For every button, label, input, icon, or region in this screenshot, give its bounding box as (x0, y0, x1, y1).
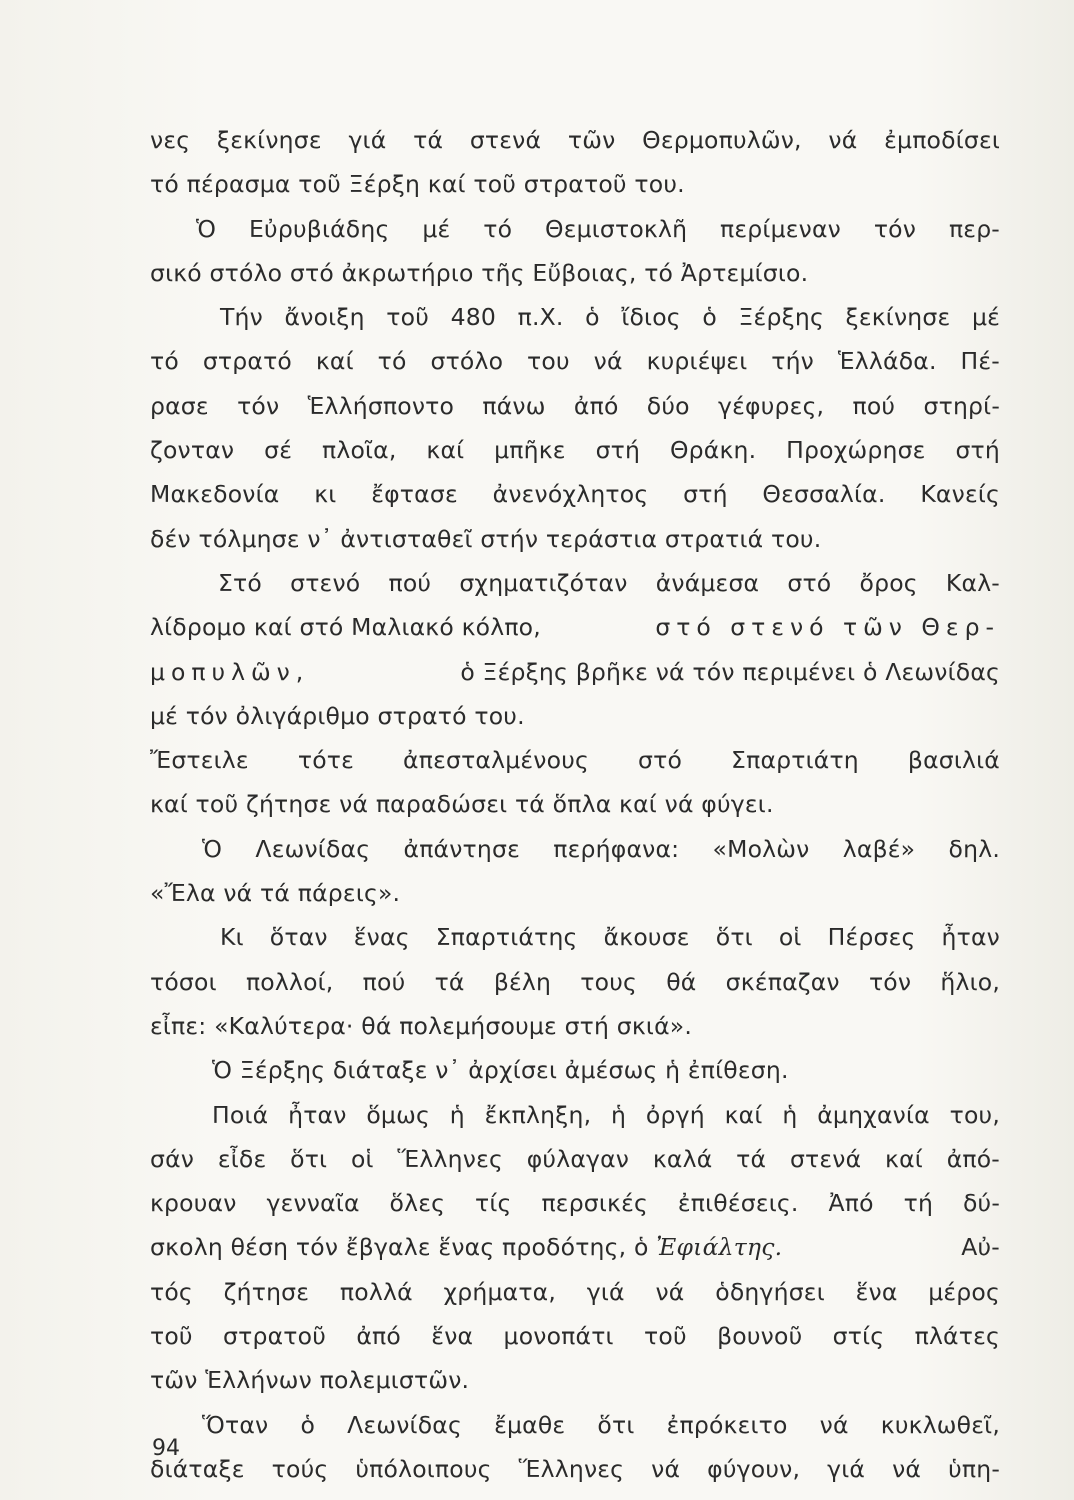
paragraph-line: Ὁ Εὐρυβιάδης μέ τό Θεμιστοκλῆ περίμεναν τόν περ- (196, 214, 1000, 243)
text-line: σικό στόλο στό ἀκρωτήριο τῆς Εὔβοιας, τό Ἀρτεμίσιο. (150, 258, 809, 287)
paragraph-line: Τήν ἄνοιξη τοῦ 480 π.Χ. ὁ ἴδιος ὁ Ξέρξης ξεκίνησε μέ (220, 303, 1000, 332)
text-span (150, 1225, 782, 1269)
text-line: μέ τόν ὀλιγάριθμο στρατό του. (150, 701, 525, 730)
text-span: ὁ Ξέρξης βρῆκε νά τόν περιμένει ὁ Λεωνίδας (460, 657, 1000, 686)
text-line: τῶν Ἑλλήνων πολεμιστῶν. (150, 1366, 470, 1395)
text-line: τοῦ στρατοῦ ἀπό ἕνα μονοπάτι τοῦ βουνοῦ στίς πλάτες (150, 1322, 1000, 1351)
text-line: τό στρατό καί τό στόλο του νά κυριέψει τήν Ἑλλάδα. Πέ- (150, 347, 1000, 376)
text-line: τός ζήτησε πολλά χρήματα, γιά νά ὁδηγήσει ἕνα μέρος (150, 1277, 1000, 1306)
text-line: Ἔστειλε τότε ἀπεσταλμένους στό Σπαρτιάτη βασιλιά (150, 746, 1000, 775)
spaced-text-span: μοπυλῶν, (150, 657, 310, 686)
text-line: εἶπε: «Καλύτερα· θά πολεμήσουμε στή σκιά». (150, 1011, 693, 1040)
paragraph-line: Ὁ Ξέρξης διάταξε ν᾿ ἀρχίσει ἀμέσως ἡ ἐπίθεση. (212, 1056, 789, 1085)
text-line: νες ξεκίνησε γιά τά στενά τῶν Θερμοπυλῶν, νά ἐμποδίσει (150, 126, 1000, 154)
text-span: σκολη θέση τόν ἔβγαλε ἕνας προδότης, ὁ (150, 1233, 649, 1262)
text-line (150, 1225, 1000, 1269)
text-line: κρουαν γενναῖα ὅλες τίς περσικές ἐπιθέσεις. Ἀπό τή δύ- (150, 1189, 1000, 1218)
text-line: καί τοῦ ζήτησε νά παραδώσει τά ὅπλα καί νά φύγει. (150, 790, 774, 819)
body-text (150, 118, 1000, 1491)
text-line: σάν εἶδε ὅτι οἱ Ἕλληνες φύλαγαν καλά τά στενά καί ἀπό- (150, 1144, 1000, 1173)
page-number: 94 (152, 1436, 180, 1461)
text-line: τόσοι πολλοί, πού τά βέλη τους θά σκέπαζαν τόν ἥλιο, (150, 967, 1000, 996)
spaced-text-span: στό στενό τῶν Θερ- (655, 613, 1000, 642)
text-line: τό πέρασμα τοῦ Ξέρξη καί τοῦ στρατοῦ του. (150, 170, 685, 199)
text-span: Αὐ- (961, 1233, 1000, 1262)
paragraph-line: Ὁ Λεωνίδας ἀπάντησε περήφανα: «Μολὼν λαβέ» δηλ. (202, 834, 1000, 863)
italic-name: Ἐφιάλτης. (656, 1233, 783, 1262)
text-line: ρασε τόν Ἑλλήσποντο πάνω ἀπό δύο γέφυρες, πού στηρί- (150, 391, 1000, 420)
paragraph-line: Κι ὅταν ἕνας Σπαρτιάτης ἄκουσε ὅτι οἱ Πέρσες ἦταν (220, 923, 1000, 952)
text-span: λίδρομο καί στό Μαλιακό κόλπο, (150, 613, 541, 642)
text-line: «Ἔλα νά τά πάρεις». (150, 879, 401, 908)
paragraph-line: Στό στενό πού σχηματιζόταν ἀνάμεσα στό ὄρος Καλ- (218, 568, 1000, 597)
text-line: διάταξε τούς ὑπόλοιπους Ἕλληνες νά φύγουν, γιά νά ὑπη- (150, 1454, 1000, 1483)
paragraph-line: Ὅταν ὁ Λεωνίδας ἔμαθε ὅτι ἐπρόκειτο νά κυκλωθεῖ, (202, 1410, 1000, 1439)
paragraph-line: Ποιά ἦταν ὅμως ἡ ἔκπληξη, ἡ ὀργή καί ἡ ἀμηχανία του, (212, 1100, 1000, 1129)
text-line (150, 605, 1000, 649)
text-line: Μακεδονία κι ἔφτασε ἀνενόχλητος στή Θεσσαλία. Κανείς (150, 480, 1000, 509)
text-line: δέν τόλμησε ν᾿ ἀντισταθεῖ στήν τεράστια στρατιά του. (150, 524, 822, 553)
text-line: ζονταν σέ πλοῖα, καί μπῆκε στή Θράκη. Προχώρησε στή (150, 436, 1000, 465)
text-line (150, 650, 1000, 694)
